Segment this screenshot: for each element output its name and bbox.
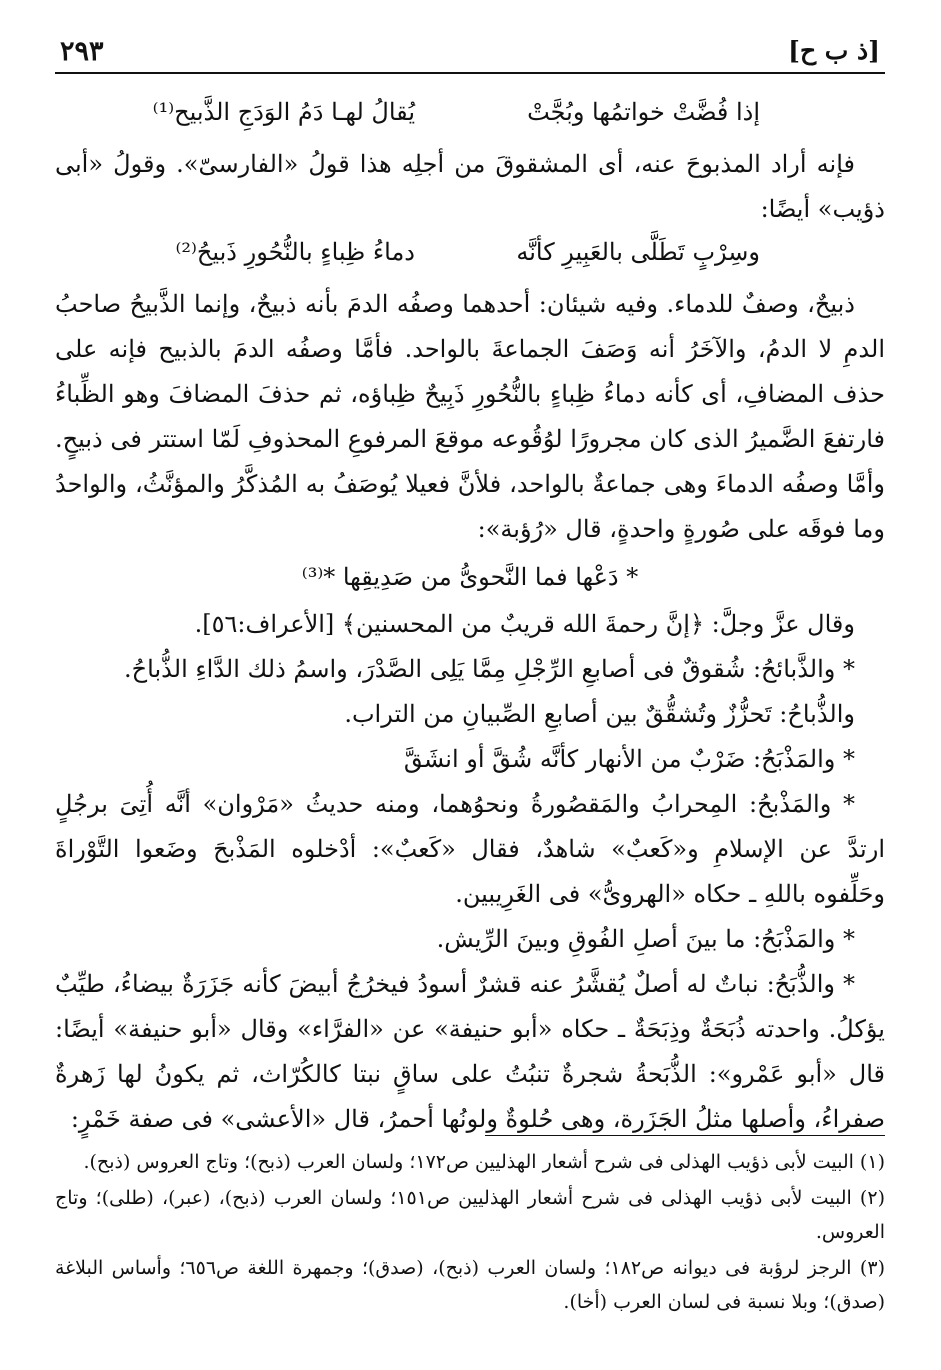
verse-2-second-hemistich: دماءُ ظِباءٍ بالنُّحُورِ ذَبيحُ⁽²⁾ bbox=[175, 238, 415, 266]
dictionary-page bbox=[55, 30, 885, 1360]
footnote-1: (١) البيت لأبى ذؤيب الهذلى فى شرح أشعار الهذليين ص١٧٢؛ ولسان العرب (ذبح)؛ وتاج العروس (ذبح). bbox=[83, 1151, 885, 1173]
footnote-2: (٢) البيت لأبى ذؤيب الهذلى فى شرح أشعار الهذليين ص١٥١؛ ولسان العرب (ذبح)، (عبر)، (طلى)؛ وتاج العروس. bbox=[55, 1187, 885, 1243]
paragraph-6: * والمَذْبَحُ: ضَرْبٌ من الأنهار كأنَّه شُقَّ أو انشَقَّ bbox=[403, 745, 855, 773]
paragraph-7: * والمَذْبحُ: المِحرابُ والمَقصُورةُ ونحوُهما، ومنه حديثُ «مَرْوان» أنَّه أُتِىَ برجُلٍ ارتدَّ عن الإسلامِ و«كَعبٌ» شاهدٌ، فقال «كَعبٌ»: أدْخلوه المَذْبحَ وضَعوا التَّوْراةَ وحَلِّفوه باللهِ ـ حكاه «الهروىُّ» فى الغَرِيبين. bbox=[55, 790, 885, 908]
paragraph-2: ذبيحٌ، وصفٌ للدماء. وفيه شيئان: أحدهما وصفُه الدمَ بأنه ذبيحٌ، وإنما الذَّبيحُ صاحبُ الدمِ لا الدمُ، والآخَرُ أنه وَصَفَ الجماعةَ بالواحد. فأمَّا وصفُه الدمَ بالذبيح فإنه على حذف المضافِ، أى كأنه دماءُ ظِباءٍ بالنُّحُورِ ذَبِيحٌ ظِباؤه، ثم حذفَ المضافَ وهو الظِّباءُ فارتفعَ الضَّميرُ الذى كان مجرورًا لوُقُوعه موقعَ المرفوعِ المحذوفِ لَمّا استتر فى ذبيحٍ. وأمَّا وصفُه الدماءَ وهى جماعةٌ بالواحد، فلأنَّ فعيلا يُوصَفُ به المُذكَّرُ والمؤنَّثُ، والواحدُ وما فوقَه على صُورةٍ واحدةٍ، قال «رُؤبة»: bbox=[54, 290, 885, 543]
paragraph-1: فإنه أراد المذبوحَ عنه، أى المشقوقَ من أجلِه هذا قولُ «الفارسىّ». وقولُ «أبى ذؤيب» أيضًا: bbox=[55, 150, 885, 223]
verse-2-first-hemistich: وسِرْبٍ تَطَلَّى بالعَبِيرِ كأنَّه bbox=[516, 238, 760, 266]
verse-line-2 bbox=[55, 232, 885, 282]
footnote-rule bbox=[485, 1135, 885, 1136]
paragraph-5: والذُّباحُ: تَحزُّزٌ وتُشقُّقٌ بين أصابعِ الصِّبيانِ من التراب. bbox=[344, 700, 855, 728]
verse-1-second-hemistich: يُقالُ لهـا دَمُ الوَدَجِ الذَّبيح⁽¹⁾ bbox=[152, 98, 415, 126]
footnotes bbox=[55, 1145, 885, 1321]
header-rule bbox=[55, 72, 885, 74]
rajaz-line: * دَعْها فما النَّحوىُّ من صَدِيقِها *⁽³⁾ bbox=[301, 563, 639, 591]
paragraph-3: وقال عزَّ وجلَّ: ﴿إنَّ رحمةَ الله قريبٌ من المحسنين﴾ [الأعراف:٥٦]. bbox=[194, 610, 855, 638]
verse-1-first-hemistich: إذا فُضَّتْ خواتمُها وبُجَّتْ bbox=[527, 98, 760, 126]
paragraph-8: * والمَذْبَحُ: ما بينَ أصلِ الفُوقِ وبينَ الرِّيش. bbox=[436, 925, 855, 953]
paragraph-9: * والذُّبَحُ: نباتٌ له أصلٌ يُقشَّرُ عنه قشرٌ أسودُ فيخرُجُ أبيضَ كأنه جَزَرَةٌ بيضاءُ، طيِّبٌ يؤكلُ. واحدته ذُبَحَةٌ وذِبَحَةٌ ـ حكاه «أبو حنيفة» عن «الفرَّاء» وقال «أبو حنيفة» أيضًا: قال «أبو عَمْرو»: الذُّبَحةُ شجرةٌ تنبُتُ على ساقٍ نبتا كالكُرّاث، ثم يكونُ لها زَهرةٌ صفراءُ، وأصلها مثلُ الجَزَرة، وهى حُلوةٌ ولونُها أحمرُ، قال «الأعشى» فى صفة خَمْرٍ: bbox=[55, 970, 885, 1133]
paragraph-4: * والذَّبائحُ: شُقوقٌ فى أصابعِ الرِّجْلِ مِمَّا يَلِى الصَّدْرَ، واسمُ ذلك الدَّاءِ الذُّباحُ. bbox=[124, 655, 855, 683]
verse-line-1 bbox=[55, 92, 885, 142]
page-header bbox=[55, 30, 885, 86]
footnote-3: (٣) الرجز لرؤبة فى ديوانه ص١٨٢؛ ولسان العرب (ذبح)، (صدق)؛ وجمهرة اللغة ص٦٥٦؛ وأساس البلاغة (صدق)؛ وبلا نسبة فى لسان العرب (أخا). bbox=[55, 1257, 885, 1313]
page-number: ٢٩٣ bbox=[60, 36, 104, 67]
root-section-tag: [ذ ب ح] bbox=[788, 36, 880, 65]
page-body bbox=[55, 92, 885, 1142]
